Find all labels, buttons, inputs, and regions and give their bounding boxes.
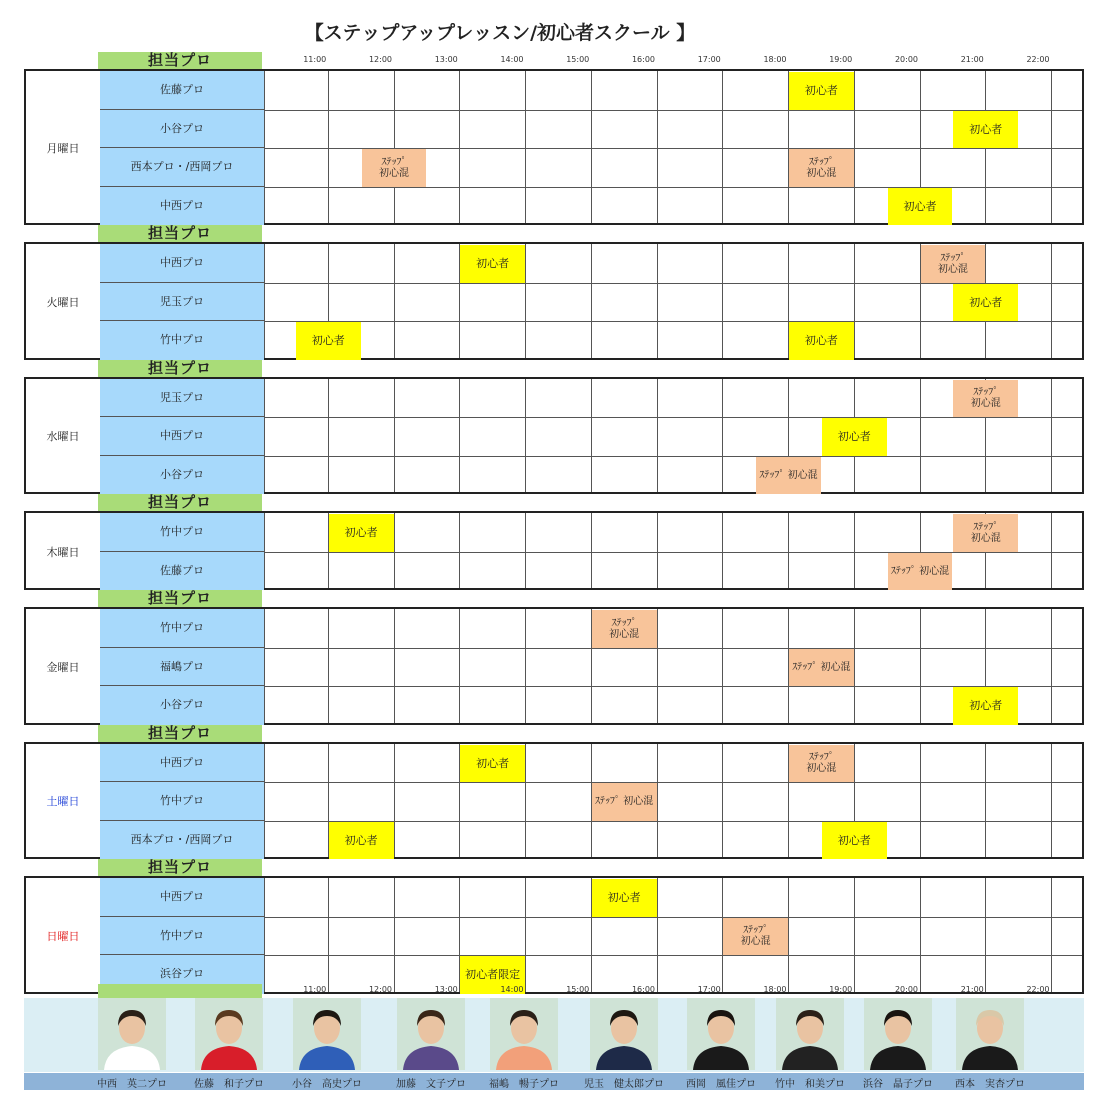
assigned-pro-header: 担当プロ bbox=[98, 494, 262, 511]
time-label: 14:00 bbox=[500, 55, 524, 64]
person-icon bbox=[687, 998, 755, 1070]
grid-line-vertical bbox=[459, 609, 460, 723]
grid-line-vertical bbox=[985, 744, 986, 858]
person-icon bbox=[293, 998, 361, 1070]
grid-line-vertical bbox=[788, 878, 789, 992]
pro-divider bbox=[264, 744, 265, 858]
staff-photo bbox=[687, 998, 755, 1070]
lesson-slot: 初心者 bbox=[329, 514, 394, 552]
time-label: 11:00 bbox=[303, 985, 327, 994]
time-label: 15:00 bbox=[566, 985, 590, 994]
assigned-pro-header: 担当プロ bbox=[98, 52, 262, 69]
grid-line-vertical bbox=[657, 609, 658, 723]
grid-line-vertical bbox=[459, 513, 460, 588]
lesson-slot: 初心者限定 bbox=[460, 956, 525, 994]
grid-line-vertical bbox=[920, 744, 921, 858]
pro-divider bbox=[264, 513, 265, 588]
staff-photo bbox=[864, 998, 932, 1070]
time-label: 11:00 bbox=[303, 55, 327, 64]
grid-line-vertical bbox=[525, 744, 526, 858]
lesson-slot: 初心者 bbox=[592, 879, 657, 917]
lesson-slot: 初心者 bbox=[460, 745, 525, 783]
lesson-slot: 初心者 bbox=[953, 687, 1018, 725]
time-label: 18:00 bbox=[763, 985, 787, 994]
pro-name-cell: 竹中プロ bbox=[100, 513, 264, 552]
lesson-slot: ｽﾃｯﾌﾟ 初心混 bbox=[953, 514, 1018, 552]
staff-photo bbox=[98, 998, 166, 1070]
grid-line-horizontal bbox=[264, 648, 1082, 649]
day-label: 日曜日 bbox=[46, 929, 80, 943]
grid-line-vertical bbox=[657, 744, 658, 858]
lesson-slot: 初心者 bbox=[296, 322, 361, 360]
lesson-slot: 初心者 bbox=[789, 72, 854, 110]
pro-name-cell: 竹中プロ bbox=[100, 609, 264, 648]
pro-divider bbox=[264, 609, 265, 723]
grid-line-horizontal bbox=[264, 187, 1082, 188]
grid-line-vertical bbox=[591, 71, 592, 223]
grid-line-horizontal bbox=[264, 456, 1082, 457]
day-label: 金曜日 bbox=[46, 660, 80, 674]
pro-name-cell: 竹中プロ bbox=[100, 321, 264, 360]
staff-name: 西岡 風佳プロ bbox=[686, 1079, 756, 1090]
grid-line-vertical bbox=[459, 379, 460, 493]
grid-line-vertical bbox=[525, 878, 526, 992]
staff-name: 中西 英二プロ bbox=[97, 1079, 167, 1090]
grid-line-vertical bbox=[394, 244, 395, 358]
pro-divider bbox=[264, 244, 265, 358]
lesson-slot: 初心者 bbox=[460, 245, 525, 283]
grid-line-vertical bbox=[328, 878, 329, 992]
grid-line-vertical bbox=[788, 513, 789, 588]
grid-line-vertical bbox=[1051, 379, 1052, 493]
day-label: 水曜日 bbox=[46, 430, 80, 444]
grid-line-vertical bbox=[920, 878, 921, 992]
time-label: 19:00 bbox=[829, 985, 853, 994]
day-block bbox=[24, 69, 1084, 225]
grid-line-vertical bbox=[459, 71, 460, 223]
grid-line-vertical bbox=[722, 609, 723, 723]
lesson-slot: ｽﾃｯﾌﾟ 初心混 bbox=[789, 149, 854, 187]
grid-line-vertical bbox=[657, 379, 658, 493]
grid-line-vertical bbox=[394, 71, 395, 223]
pro-name-cell: 佐藤プロ bbox=[100, 552, 264, 591]
grid-line-vertical bbox=[394, 878, 395, 992]
grid-line-horizontal bbox=[264, 917, 1082, 918]
person-icon bbox=[397, 998, 465, 1070]
staff-name: 加藤 文子プロ bbox=[396, 1079, 466, 1090]
day-block bbox=[24, 511, 1084, 590]
assigned-pro-header: 担当プロ bbox=[98, 590, 262, 607]
time-label: 18:00 bbox=[763, 55, 787, 64]
lesson-slot: ｽﾃｯﾌﾟ 初心混 bbox=[723, 918, 788, 956]
pro-name-cell: 竹中プロ bbox=[100, 782, 264, 821]
pro-name-cell: 小谷プロ bbox=[100, 456, 264, 495]
grid-line-vertical bbox=[591, 513, 592, 588]
grid-line-vertical bbox=[854, 878, 855, 992]
time-label: 17:00 bbox=[697, 985, 721, 994]
lesson-slot: 初心者 bbox=[953, 111, 1018, 149]
pro-name-cell: 西本プロ・/西岡プロ bbox=[100, 148, 264, 187]
grid-line-vertical bbox=[1051, 878, 1052, 992]
pro-divider bbox=[264, 878, 265, 992]
staff-photo bbox=[956, 998, 1024, 1070]
pro-name-cell: 小谷プロ bbox=[100, 110, 264, 149]
day-label: 火曜日 bbox=[46, 295, 80, 309]
person-icon bbox=[98, 998, 166, 1070]
grid-line-vertical bbox=[525, 609, 526, 723]
grid-line-horizontal bbox=[264, 782, 1082, 783]
lesson-slot: ｽﾃｯﾌﾟ 初心混 bbox=[756, 457, 821, 495]
time-label: 20:00 bbox=[894, 985, 919, 994]
lesson-slot: ｽﾃｯﾌﾟ 初心混 bbox=[953, 380, 1018, 418]
pro-name-cell: 中西プロ bbox=[100, 878, 264, 917]
lesson-slot: ｽﾃｯﾌﾟ 初心混 bbox=[592, 783, 657, 821]
person-icon bbox=[195, 998, 263, 1070]
time-label: 13:00 bbox=[434, 985, 458, 994]
grid-line-horizontal bbox=[264, 552, 1082, 553]
time-label: 20:00 bbox=[894, 55, 919, 64]
day-block bbox=[24, 242, 1084, 360]
time-label: 12:00 bbox=[368, 985, 393, 994]
grid-line-vertical bbox=[985, 878, 986, 992]
lesson-slot: ｽﾃｯﾌﾟ 初心混 bbox=[789, 649, 854, 687]
lesson-slot: ｽﾃｯﾌﾟ 初心混 bbox=[888, 553, 953, 591]
lesson-slot: 初心者 bbox=[822, 418, 887, 456]
pro-name-cell: 中西プロ bbox=[100, 417, 264, 456]
grid-line-vertical bbox=[525, 379, 526, 493]
pro-name-cell: 佐藤プロ bbox=[100, 71, 264, 110]
pro-name-cell: 竹中プロ bbox=[100, 917, 264, 956]
grid-line-vertical bbox=[525, 244, 526, 358]
day-block bbox=[24, 876, 1084, 994]
grid-line-vertical bbox=[657, 71, 658, 223]
time-label: 15:00 bbox=[566, 55, 590, 64]
pro-name-cell: 西本プロ・/西岡プロ bbox=[100, 821, 264, 860]
grid-line-vertical bbox=[722, 379, 723, 493]
day-label: 木曜日 bbox=[46, 545, 80, 559]
grid-line-vertical bbox=[1051, 71, 1052, 223]
grid-line-vertical bbox=[920, 379, 921, 493]
staff-name-bar bbox=[24, 1073, 1084, 1090]
staff-photo-strip bbox=[24, 998, 1084, 1072]
lesson-slot: 初心者 bbox=[822, 822, 887, 860]
grid-line-vertical bbox=[394, 379, 395, 493]
pro-name-cell: 児玉プロ bbox=[100, 379, 264, 418]
pro-name-cell: 中西プロ bbox=[100, 187, 264, 226]
assigned-pro-header: 担当プロ bbox=[98, 225, 262, 242]
lesson-slot: 初心者 bbox=[789, 322, 854, 360]
grid-line-vertical bbox=[591, 244, 592, 358]
time-label: 16:00 bbox=[631, 985, 656, 994]
grid-line-horizontal bbox=[264, 955, 1082, 956]
grid-line-vertical bbox=[1051, 744, 1052, 858]
staff-photo bbox=[590, 998, 658, 1070]
grid-line-vertical bbox=[394, 609, 395, 723]
staff-photo bbox=[776, 998, 844, 1070]
day-label: 月曜日 bbox=[46, 142, 80, 155]
day-block bbox=[24, 377, 1084, 495]
staff-name: 佐藤 和子プロ bbox=[194, 1079, 264, 1090]
grid-line-vertical bbox=[657, 244, 658, 358]
time-label: 19:00 bbox=[829, 55, 853, 64]
pro-name-cell: 福嶋プロ bbox=[100, 648, 264, 687]
person-icon bbox=[776, 998, 844, 1070]
time-label: 22:00 bbox=[1026, 985, 1050, 994]
grid-line-vertical bbox=[722, 744, 723, 858]
grid-line-horizontal bbox=[264, 417, 1082, 418]
time-label: 12:00 bbox=[368, 55, 393, 64]
staff-name: 西本 実杏プロ bbox=[955, 1079, 1025, 1090]
day-block bbox=[24, 607, 1084, 725]
grid-line-vertical bbox=[525, 513, 526, 588]
lesson-slot: ｽﾃｯﾌﾟ 初心混 bbox=[921, 245, 986, 283]
grid-line-vertical bbox=[854, 513, 855, 588]
lesson-slot: 初心者 bbox=[953, 284, 1018, 322]
grid-line-vertical bbox=[722, 71, 723, 223]
pro-name-cell: 浜谷プロ bbox=[100, 955, 264, 994]
grid-line-vertical bbox=[1051, 609, 1052, 723]
staff-name: 小谷 高史プロ bbox=[292, 1079, 362, 1090]
page-title: 【ステップアップレッスン/初心者スクール 】 bbox=[304, 22, 696, 44]
grid-line-vertical bbox=[854, 244, 855, 358]
assigned-pro-header: 担当プロ bbox=[98, 725, 262, 742]
time-label: 14:00 bbox=[500, 985, 524, 994]
lesson-slot: 初心者 bbox=[888, 188, 953, 226]
staff-name: 福嶋 暢子プロ bbox=[489, 1079, 559, 1090]
assigned-pro-header: 担当プロ bbox=[98, 859, 262, 876]
grid-line-vertical bbox=[854, 71, 855, 223]
day-block bbox=[24, 742, 1084, 860]
grid-line-vertical bbox=[657, 878, 658, 992]
pro-divider bbox=[264, 71, 265, 223]
grid-line-vertical bbox=[1051, 513, 1052, 588]
staff-name: 児玉 健太郎プロ bbox=[584, 1079, 664, 1090]
person-icon bbox=[956, 998, 1024, 1070]
grid-line-vertical bbox=[525, 71, 526, 223]
staff-photo bbox=[293, 998, 361, 1070]
lesson-slot: 初心者 bbox=[329, 822, 394, 860]
grid-line-vertical bbox=[394, 744, 395, 858]
time-label: 13:00 bbox=[434, 55, 458, 64]
staff-photo bbox=[397, 998, 465, 1070]
staff-photo bbox=[490, 998, 558, 1070]
time-axis-bottom bbox=[0, 985, 1107, 997]
grid-line-vertical bbox=[1051, 244, 1052, 358]
person-icon bbox=[490, 998, 558, 1070]
day-label: 土曜日 bbox=[46, 795, 80, 809]
grid-line-horizontal bbox=[264, 321, 1082, 322]
grid-line-vertical bbox=[591, 379, 592, 493]
staff-name: 浜谷 晶子プロ bbox=[863, 1079, 933, 1090]
grid-line-vertical bbox=[328, 71, 329, 223]
time-label: 22:00 bbox=[1026, 55, 1050, 64]
staff-photo bbox=[195, 998, 263, 1070]
lesson-slot: ｽﾃｯﾌﾟ 初心混 bbox=[789, 745, 854, 783]
time-label: 21:00 bbox=[960, 985, 984, 994]
grid-line-vertical bbox=[722, 513, 723, 588]
grid-line-vertical bbox=[328, 379, 329, 493]
person-icon bbox=[864, 998, 932, 1070]
assigned-pro-header: 担当プロ bbox=[98, 360, 262, 377]
time-label: 17:00 bbox=[697, 55, 721, 64]
time-label: 16:00 bbox=[631, 55, 656, 64]
pro-name-cell: 中西プロ bbox=[100, 244, 264, 283]
person-icon bbox=[590, 998, 658, 1070]
grid-line-vertical bbox=[854, 609, 855, 723]
grid-line-vertical bbox=[328, 609, 329, 723]
grid-line-vertical bbox=[722, 244, 723, 358]
pro-name-cell: 児玉プロ bbox=[100, 283, 264, 322]
pro-name-cell: 小谷プロ bbox=[100, 686, 264, 725]
pro-name-cell: 中西プロ bbox=[100, 744, 264, 783]
pro-divider bbox=[264, 379, 265, 493]
grid-line-vertical bbox=[657, 513, 658, 588]
grid-line-vertical bbox=[920, 609, 921, 723]
staff-name: 竹中 和美プロ bbox=[775, 1079, 845, 1090]
lesson-slot: ｽﾃｯﾌﾟ 初心混 bbox=[362, 149, 427, 187]
grid-line-vertical bbox=[394, 513, 395, 588]
time-label: 21:00 bbox=[960, 55, 984, 64]
lesson-slot: ｽﾃｯﾌﾟ 初心混 bbox=[592, 610, 657, 648]
